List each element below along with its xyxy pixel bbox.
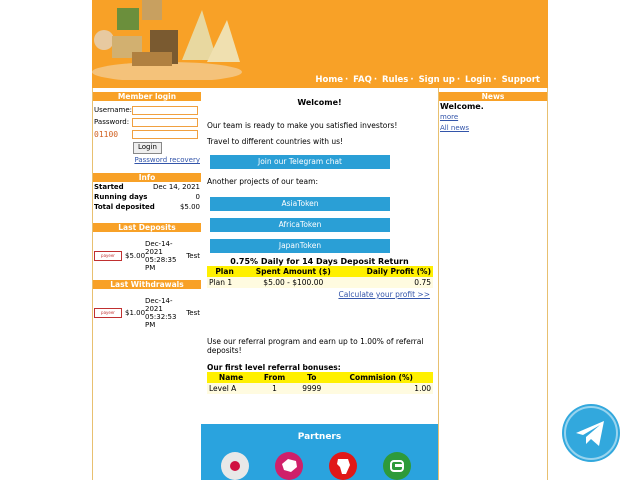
info-row-total-deposited [93,202,201,212]
withdrawal-amount: $1.00 [125,309,146,317]
captcha-input[interactable] [132,130,198,139]
plans-header-amount: Spent Amount ($) [242,266,344,277]
info-value: Dec 14, 2021 [153,183,200,191]
captcha-row [93,128,201,140]
asiatoken-button[interactable]: AsiaToken [210,197,390,211]
asia-map-icon [275,452,303,480]
nav-separator: · [373,75,378,85]
news-headline: Welcome. [440,102,484,111]
plans-table [207,266,433,288]
info-label: Running days [94,193,148,201]
ref-header-to: To [294,372,329,383]
plan-profit-cell: 0.75 [344,277,433,288]
plans-header-row [207,266,433,277]
ref-header-from: From [255,372,294,383]
withdrawal-item [93,289,201,337]
username-row [93,104,201,116]
username-input[interactable] [132,106,198,115]
password-row [93,116,201,128]
africa-map-icon [329,452,357,480]
africatoken-partner-icon[interactable] [329,452,357,480]
password-recovery-link[interactable]: Password recovery [134,156,200,164]
username-label: Username: [94,106,133,114]
japan-flag-icon [221,452,249,480]
africatoken-button[interactable]: AfricaToken [210,218,390,232]
top-navigation [315,75,540,85]
referral-table [207,372,433,394]
news-header: News [439,92,547,101]
table-row [207,383,433,394]
plan-title: 0.75% Daily for 14 Days Deposit Return [230,257,409,266]
travel-text: Travel to different countries with us! [207,137,344,146]
ref-from-cell: 1 [255,383,294,394]
nav-separator: · [410,75,414,85]
nav-separator: · [493,75,497,85]
last-deposits-header: Last Deposits [93,223,201,232]
deposit-user: Test [186,252,200,260]
site-header [92,0,548,88]
telegram-floating-button[interactable] [562,404,620,462]
deposit-item [93,232,201,280]
nav-faq[interactable]: FAQ [353,75,372,85]
info-value: $5.00 [179,203,200,211]
intro-text: Our team is ready to make you satisfied investors! [207,121,398,130]
telegram-plane-icon [562,404,620,462]
ref-header-commision: Commision (%) [329,372,433,383]
nav-home[interactable]: Home [315,75,343,85]
withdrawal-date: Dec-14-2021 05:32:53 PM [145,297,177,329]
page-container [92,0,548,480]
plan-name-cell: Plan 1 [207,277,242,288]
news-more-link[interactable]: more [440,113,459,121]
login-button[interactable]: Login [133,142,162,154]
info-header: Info [93,173,201,182]
plans-header-profit: Daily Profit (%) [344,266,433,277]
plan-amount-cell: $5.00 - $100.00 [242,277,344,288]
info-row-running-days [93,192,201,202]
password-label: Password: [94,118,130,126]
telegram-chat-button[interactable]: Join our Telegram chat [210,155,390,169]
ref-commision-cell: 1.00 [329,383,433,394]
referral-text: Use our referral program and earn up to 1.00% of referral deposits! [207,337,424,355]
nav-separator: · [456,75,461,85]
japantoken-button[interactable]: JapanToken [210,239,390,253]
info-label: Started [94,183,124,191]
all-news-link[interactable]: All news [440,124,470,132]
password-input[interactable] [132,118,198,127]
nav-login[interactable]: Login [465,75,492,85]
main-content [201,88,438,480]
ref-name-cell: Level A [207,383,255,394]
withdrawal-user: Test [186,309,200,317]
payeer-logo-icon: payeer [94,251,122,261]
captcha-image: 01100 [94,129,119,139]
info-value: 0 [195,193,200,201]
nav-signup[interactable]: Sign up [418,75,455,85]
partners-section [201,424,438,480]
referral-header-row [207,372,433,383]
coin-logo-icon [383,452,411,480]
payeer-logo-icon: payeer [94,308,122,318]
info-row-started [93,182,201,192]
deposit-amount: $5.00 [125,252,146,260]
nav-support[interactable]: Support [501,75,540,85]
other-projects-text: Another projects of our team: [207,177,318,186]
info-label: Total deposited [94,203,155,211]
japantoken-partner-icon[interactable] [221,452,249,480]
table-row [207,277,433,288]
last-withdrawals-header: Last Withdrawals [93,280,201,289]
partner-logo-icon[interactable] [383,452,411,480]
nav-rules[interactable]: Rules [382,75,409,85]
left-sidebar [92,88,202,480]
calculate-profit-link[interactable]: Calculate your profit >> [338,290,430,299]
deposit-date: Dec-14-2021 05:28:35 PM [145,240,177,272]
plans-header-plan: Plan [207,266,242,277]
right-sidebar [438,88,548,480]
ref-header-name: Name [207,372,255,383]
asiatoken-partner-icon[interactable] [275,452,303,480]
member-login-header: Member login [93,92,201,101]
partners-title: Partners [297,432,342,442]
welcome-heading: Welcome! [297,98,342,107]
nav-separator: · [344,75,349,85]
header-collage-image [92,0,242,80]
referral-title: Our first level referral bonuses: [207,363,341,372]
ref-to-cell: 9999 [294,383,329,394]
